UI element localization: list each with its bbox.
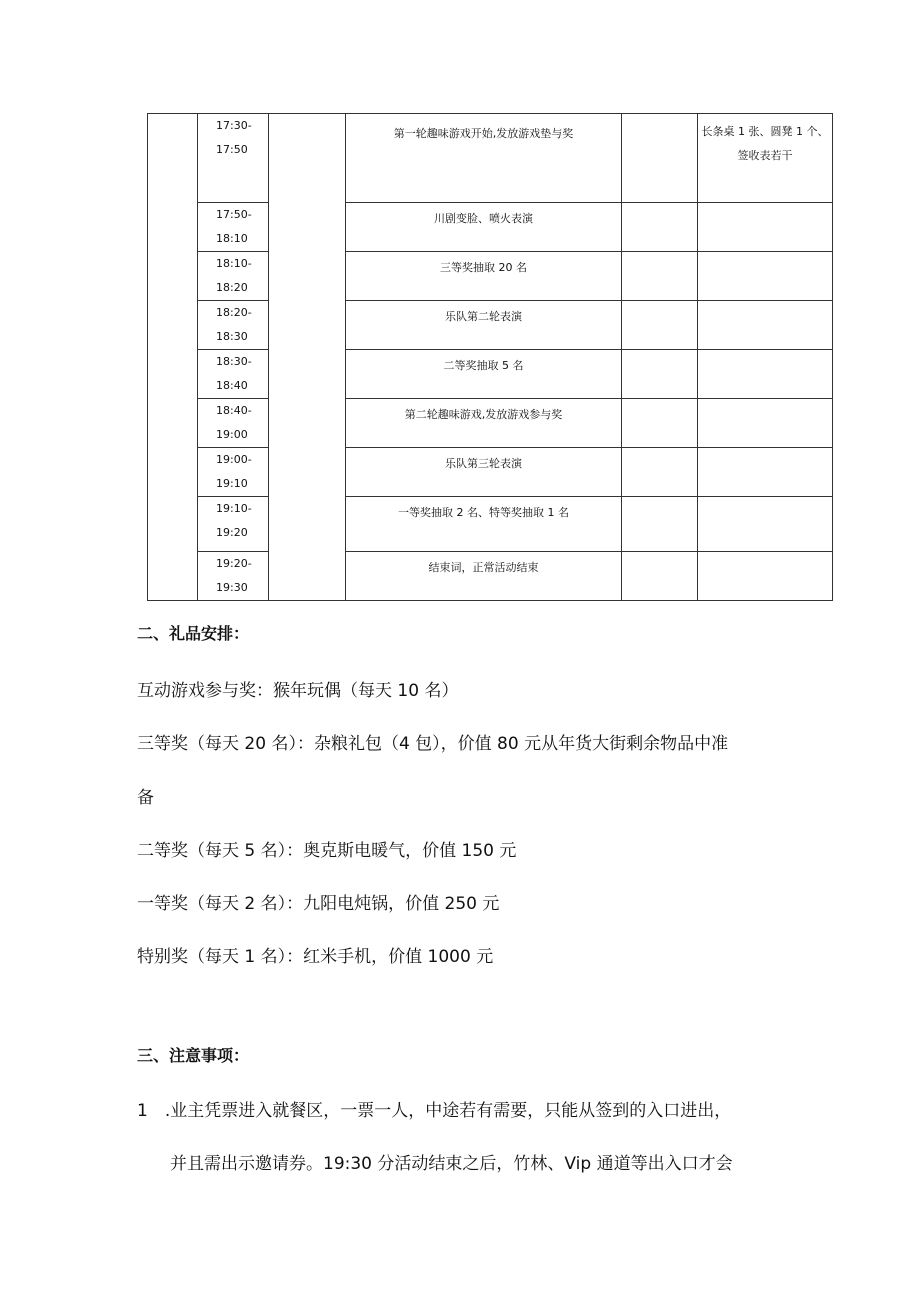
gift-line: 备 <box>137 788 154 808</box>
activity-cell: 乐队第三轮表演 <box>346 448 622 497</box>
activity-cell: 三等奖抽取 20 名 <box>346 252 622 301</box>
empty-cell <box>622 448 698 497</box>
empty-cell <box>698 497 833 552</box>
activity-cell: 结束词，正常活动结束 <box>346 552 622 601</box>
gift-line: 二等奖（每天 5 名）：奥克斯电暖气，价值 150 元 <box>137 841 517 861</box>
empty-cell <box>622 114 698 203</box>
activity-cell: 一等奖抽取 2 名、特等奖抽取 1 名 <box>346 497 622 552</box>
time-cell <box>198 252 269 301</box>
time-end: 19:20 <box>216 526 248 539</box>
notices-heading: 三、注意事项： <box>137 1046 250 1065</box>
time-start: 18:40- <box>216 404 252 417</box>
empty-cell <box>622 301 698 350</box>
time-end: 18:40 <box>216 379 248 392</box>
empty-cell <box>622 252 698 301</box>
table-row <box>148 252 833 301</box>
time-cell <box>198 399 269 448</box>
table-row <box>148 552 833 601</box>
time-end: 17:50 <box>216 143 248 156</box>
time-end: 19:00 <box>216 428 248 441</box>
notes-cell: 长条桌 1 张、圆凳 1 个、签收表若干 <box>698 114 833 203</box>
time-start: 18:10- <box>216 257 252 270</box>
table-row <box>148 399 833 448</box>
time-start: 19:20- <box>216 557 252 570</box>
gift-line: 三等奖（每天 20 名）：杂粮礼包（4 包），价值 80 元从年货大街剩余物品中准 <box>137 734 729 754</box>
time-cell <box>198 350 269 399</box>
gift-line: 特别奖（每天 1 名）：红米手机，价值 1000 元 <box>137 947 494 967</box>
empty-cell <box>698 301 833 350</box>
table-row <box>148 448 833 497</box>
time-start: 18:30- <box>216 355 252 368</box>
time-cell <box>198 497 269 552</box>
empty-cell <box>698 203 833 252</box>
empty-cell <box>698 448 833 497</box>
empty-cell <box>698 552 833 601</box>
time-cell <box>198 301 269 350</box>
table-row <box>148 350 833 399</box>
empty-cell <box>622 350 698 399</box>
time-cell <box>198 448 269 497</box>
activity-cell: 乐队第二轮表演 <box>346 301 622 350</box>
activity-cell: 川剧变脸、喷火表演 <box>346 203 622 252</box>
empty-cell <box>698 399 833 448</box>
time-start: 17:50- <box>216 208 252 221</box>
time-end: 18:20 <box>216 281 248 294</box>
activity-cell: 第一轮趣味游戏开始,发放游戏垫与奖 <box>346 114 622 203</box>
time-end: 19:10 <box>216 477 248 490</box>
empty-cell <box>622 552 698 601</box>
time-cell <box>198 552 269 601</box>
empty-cell <box>148 114 198 601</box>
activity-cell: 第二轮趣味游戏,发放游戏参与奖 <box>346 399 622 448</box>
time-start: 17:30- <box>216 119 252 132</box>
time-end: 18:10 <box>216 232 248 245</box>
table-row <box>148 114 833 203</box>
empty-cell <box>698 350 833 399</box>
notice-line: 并且需出示邀请券。19:30 分活动结束之后，竹林、Vip 通道等出入口才会 <box>170 1154 733 1174</box>
time-start: 19:10- <box>216 502 252 515</box>
notice-line: 1 .业主凭票进入就餐区，一票一人，中途若有需要，只能从签到的入口进出， <box>137 1101 732 1121</box>
gifts-heading: 二、礼品安排： <box>137 624 250 643</box>
time-end: 18:30 <box>216 330 248 343</box>
table-row <box>148 203 833 252</box>
empty-cell <box>622 497 698 552</box>
time-start: 19:00- <box>216 453 252 466</box>
gift-line: 一等奖（每天 2 名）：九阳电炖锅，价值 250 元 <box>137 894 500 914</box>
table-row <box>148 497 833 552</box>
empty-cell <box>622 203 698 252</box>
table-row <box>148 301 833 350</box>
empty-cell <box>698 252 833 301</box>
schedule-table <box>147 113 833 601</box>
time-cell <box>198 114 269 203</box>
time-cell <box>198 203 269 252</box>
activity-cell: 二等奖抽取 5 名 <box>346 350 622 399</box>
time-start: 18:20- <box>216 306 252 319</box>
empty-cell <box>622 399 698 448</box>
time-end: 19:30 <box>216 581 248 594</box>
gift-line: 互动游戏参与奖：猴年玩偶（每天 10 名） <box>137 681 459 701</box>
empty-cell <box>269 114 346 601</box>
